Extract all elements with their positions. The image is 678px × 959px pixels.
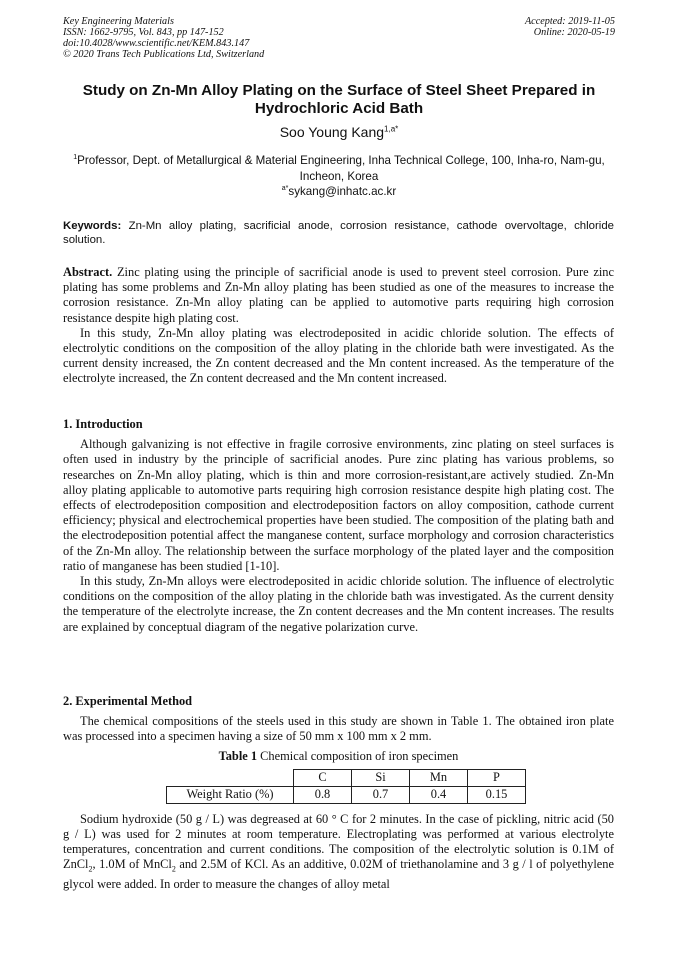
method-p2-c: and 2.5M of KCl. As an additive, 0.02M of triethanolamine and 3 g / l of polyethylene glycol were added. In order to measure the changes of alloy metal (63, 857, 615, 892)
cell-mn: 0.4 (410, 786, 468, 803)
cell-c: 0.8 (294, 786, 352, 803)
email-sup: a* (281, 185, 289, 193)
keywords (63, 219, 614, 247)
issn: ISSN: 1662-9795, Vol. 843, pp 147-152 (63, 27, 224, 38)
author-sup: 1,a* (384, 124, 399, 134)
method-p1: The chemical compositions of the steels used in this study are shown in Table 1. The obtained iron plate was processed into a specimen having a size of 50 mm x 100 mm x 2 mm. (63, 714, 614, 744)
online-date: Online: 2020-05-19 (533, 27, 615, 38)
abstract-p1 (63, 265, 614, 326)
method-p2-a: Sodium hydroxide (50 g / L) was degreased at 60 ° C for 2 minutes. In the case of pickling, nitric acid (50 g / L) was used for 2 minutes at room temperature. Electroplating was performed at various electrolyte temperatures, concentration and current conditions. The composition of the electrolytic solution is 0.1M of ZnCl (63, 811, 614, 872)
paper-title: Study on Zn-Mn Alloy Plating on the Surface of Steel Sheet Prepared in Hydrochloric Acid Bath (82, 82, 596, 117)
col-header-p: P (468, 769, 526, 786)
method-p2 (63, 812, 614, 892)
journal-name: Key Engineering Materials (63, 16, 174, 27)
author-name: Soo Young Kang (279, 124, 385, 140)
abstract-p1-text: Zinc plating using the principle of sacrificial anode is used to prevent steel corrosion. Pure zinc plating has some problems and Zn-Mn alloy plating has been studied as one of the measures to increase the corrosion resistance. Zn-Mn alloy plating can be applied to automotive parts requiring high corrosion resistance despite high plating cost. (63, 265, 614, 325)
keywords-label: Keywords: (63, 220, 122, 232)
table-row (167, 786, 526, 803)
introduction (63, 417, 614, 635)
affiliation-sup: 1 (73, 154, 78, 161)
col-header-c: C (294, 769, 352, 786)
table-caption-label: Table 1 (218, 748, 258, 763)
cell-si: 0.7 (352, 786, 410, 803)
accepted-date: Accepted: 2019-11-05 (524, 16, 615, 27)
table-corner (167, 769, 294, 786)
dates-header (525, 16, 615, 38)
affiliation-text: Professor, Dept. of Metallurgical & Material Engineering, Inha Technical College, 100, Inha-ro, Nam-gu, Incheon, Korea (77, 153, 605, 183)
journal-header (63, 16, 264, 60)
abstract-p2: In this study, Zn-Mn alloy plating was electrodeposited in acidic chloride solution. The effects of electrolytic conditions on the composition of the alloy plating in the chloride bath were investigated. As the current density increased, the Zn content decreased and the Mn content increased. As the temperature of the electrolyte increased, the Zn content decreased and the Mn content increased. (63, 325, 614, 386)
row-label: Weight Ratio (%) (167, 786, 294, 803)
table-caption (63, 749, 614, 764)
mncl-subscript: 2 (171, 864, 176, 874)
method-p2-b: , 1.0M of MnCl (92, 857, 172, 872)
affiliation (70, 150, 608, 185)
zncl-subscript: 2 (88, 864, 93, 874)
table-header-row (167, 769, 526, 786)
experimental-method (63, 694, 614, 892)
doi: doi:10.4028/www.scientific.net/KEM.843.147 (63, 38, 250, 49)
email-address: sykang@inhatc.ac.kr (288, 185, 397, 198)
author (0, 124, 678, 140)
method-heading: 2. Experimental Method (63, 694, 193, 708)
intro-p1: Although galvanizing is not effective in fragile corrosive environments, zinc plating on steel surfaces is often used in industry by the principle of sacrificial anodes. Pure zinc plating has various problems, so researches on Zn-Mn alloy plating, which is thin and more corrosion-resistant,are actively studied. Zn-Mn alloy plating applicable to automotive parts requiring high corrosion resistance despite high plating cost. The effects of electrodeposition composition and electrodeposition factors on alloy composition, cathode current efficiency; physical and electrochemical properties have been studied. The composition of the plating bath and the electrodeposition potential affect the manganese content, surface morphology and corrosion characteristics of the Zn-Mn alloy. The relationship between the surface morphology of the plated layer and the composition ratio of manganese has been studied [1-10]. (63, 437, 614, 573)
email (0, 185, 678, 198)
table-caption-text: Chemical composition of iron specimen (260, 748, 459, 763)
abstract (63, 265, 614, 387)
intro-heading: 1. Introduction (63, 417, 143, 431)
intro-p2: In this study, Zn-Mn alloys were electrodeposited in acidic chloride solution. The influence of electrolytic conditions on the composition of the alloy plating in the chloride bath was investigated. As the current density the temperature of the electrolyte increase, the Zn content decreases and the Mn content increases. The results are explained by conceptual diagram of the negative polarization curve. (63, 574, 614, 634)
cell-p: 0.15 (468, 786, 526, 803)
col-header-mn: Mn (410, 769, 468, 786)
col-header-si: Si (352, 769, 410, 786)
composition-table (166, 769, 526, 804)
abstract-label: Abstract. (63, 265, 113, 279)
keywords-text: Zn-Mn alloy plating, sacrificial anode, corrosion resistance, cathode overvoltage, chloride solution. (63, 220, 614, 246)
copyright: © 2020 Trans Tech Publications Ltd, Switzerland (63, 49, 265, 60)
